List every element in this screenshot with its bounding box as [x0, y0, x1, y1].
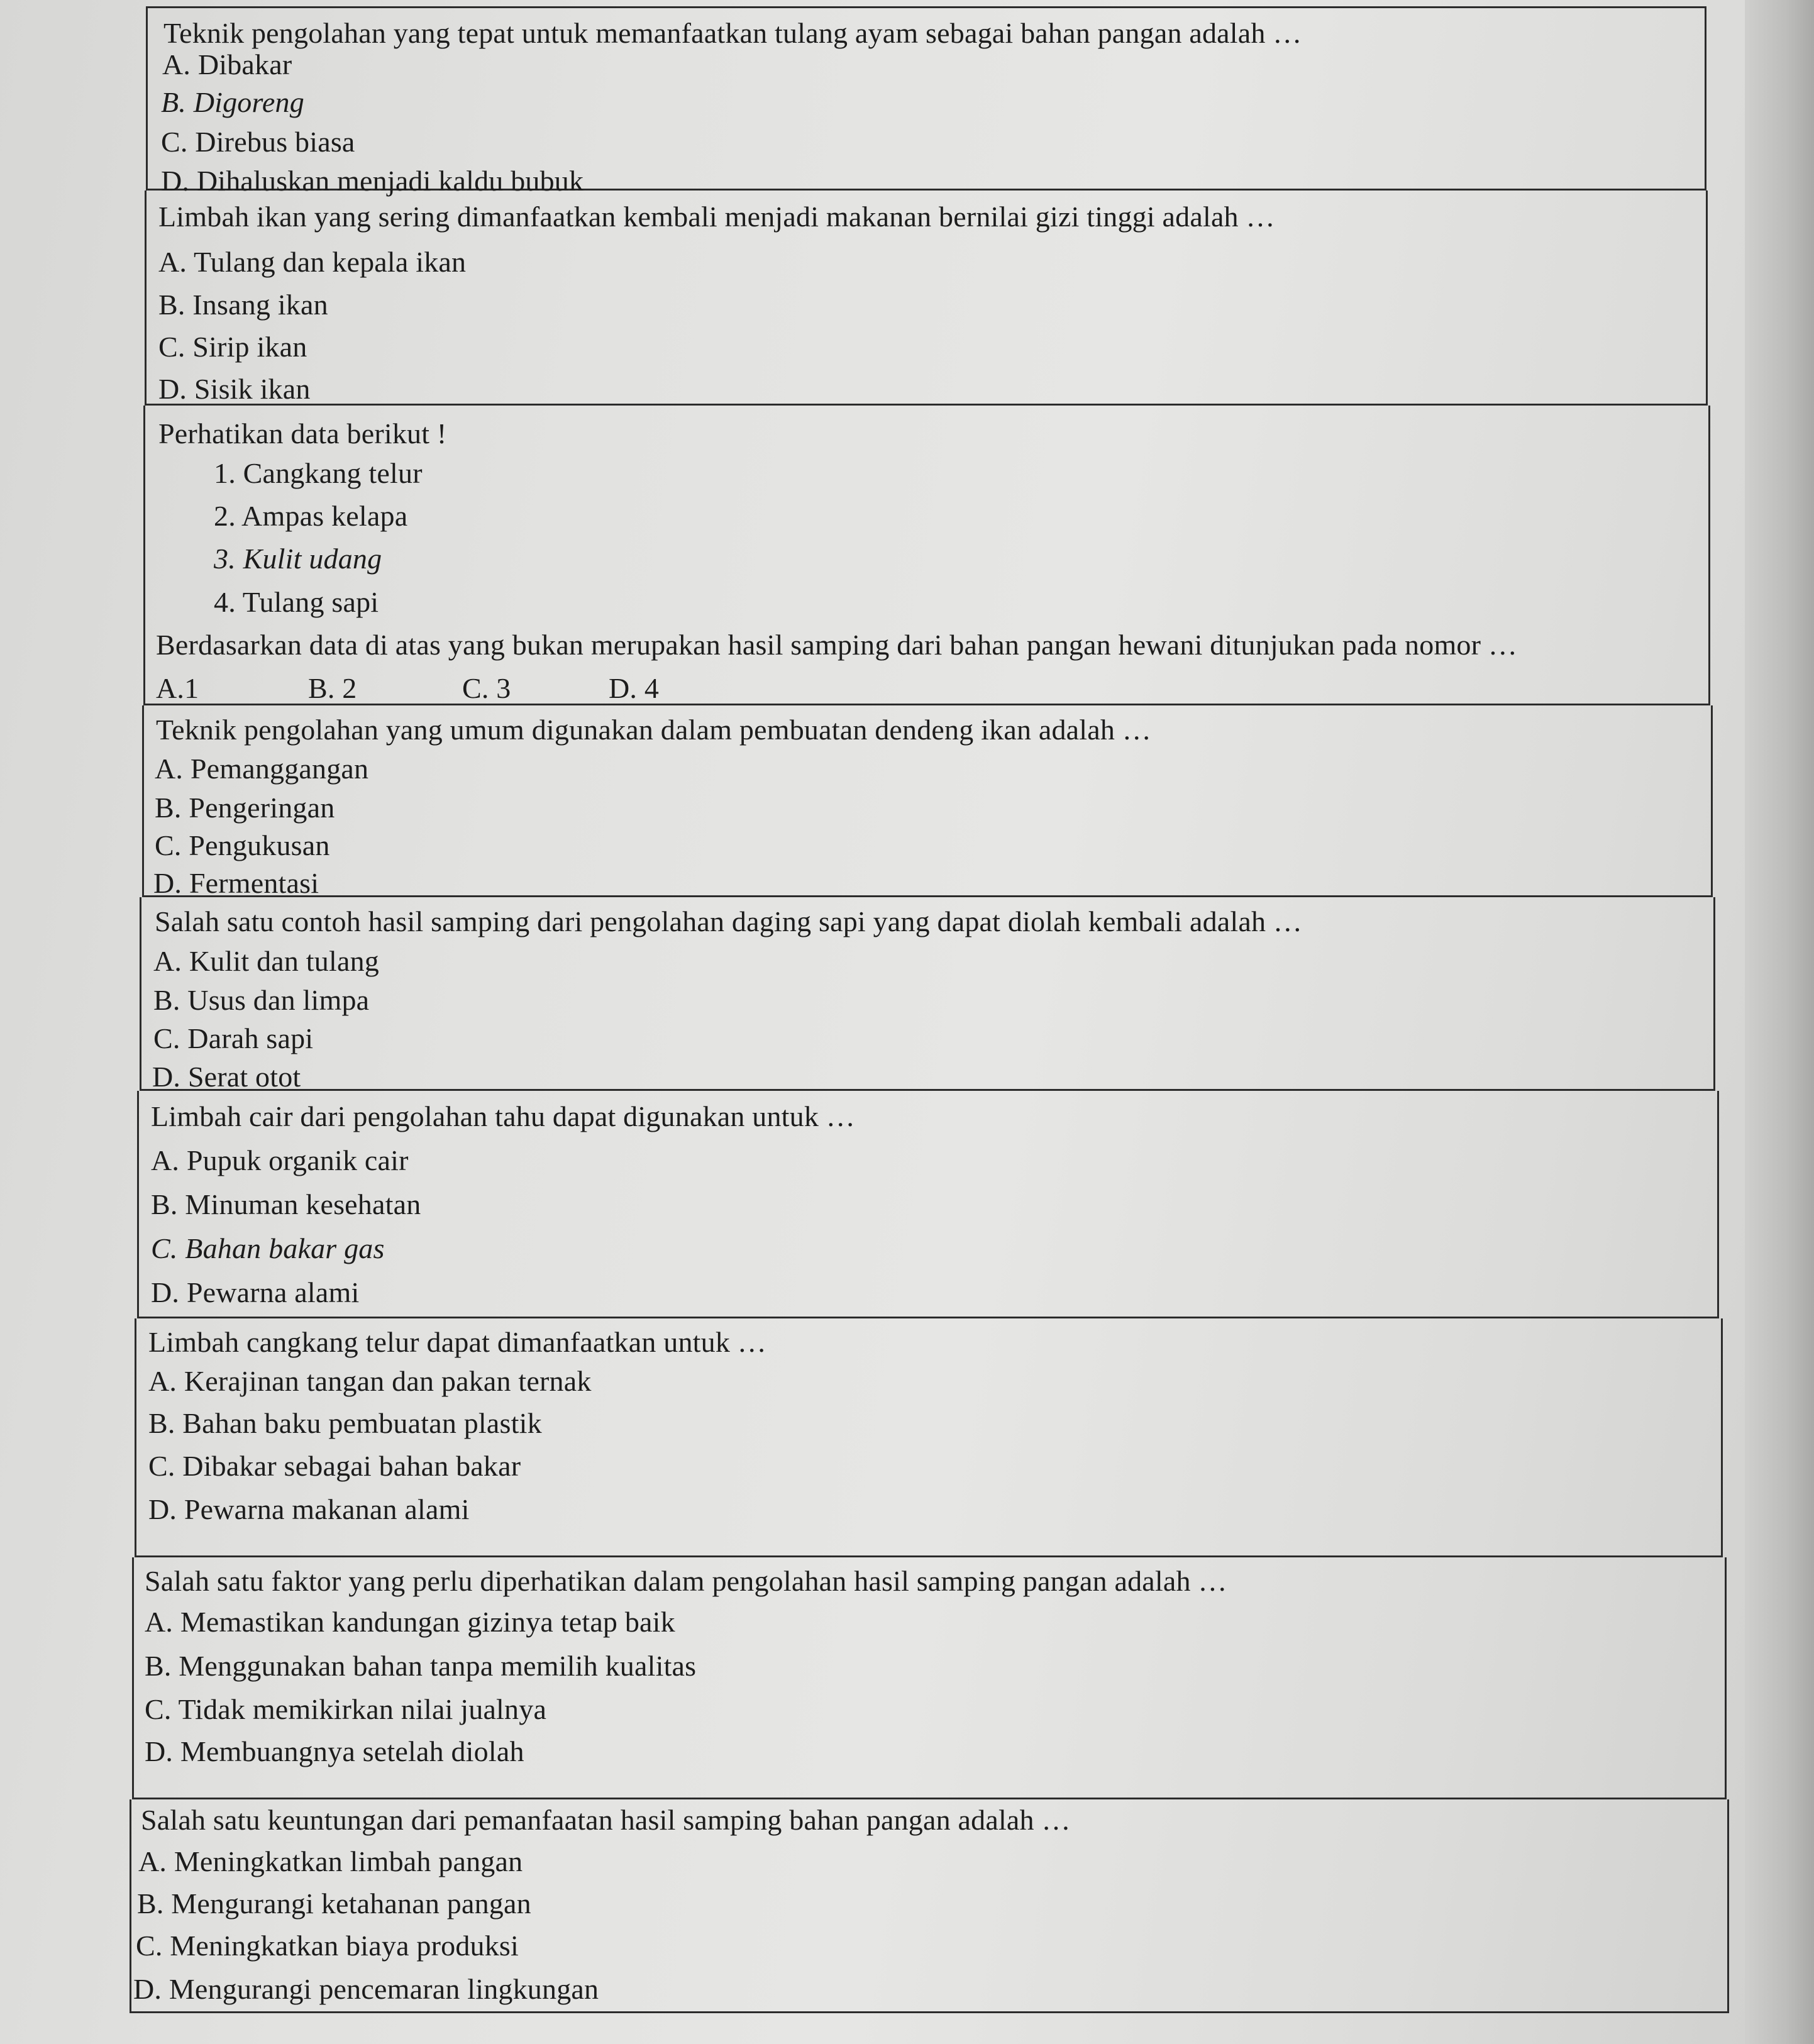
question-9-option-c: C. Meningkatkan biaya produksi: [136, 1930, 519, 1962]
question-7-option-d: D. Pewarna makanan alami: [148, 1493, 470, 1525]
question-5-option-a: A. Kulit dan tulang: [153, 945, 379, 977]
question-1-option-d: D. Dihaluskan menjadi kaldu bubuk: [161, 165, 584, 197]
question-3-item-4: 4. Tulang sapi: [214, 586, 379, 618]
question-4-option-b: B. Pengeringan: [155, 792, 335, 824]
question-2-option-c: C. Sirip ikan: [158, 331, 307, 363]
question-3-option-b: B. 2: [308, 672, 357, 704]
question-8-option-a: A. Memastikan kandungan gizinya tetap baik: [145, 1606, 675, 1638]
question-3-option-a: A.1: [156, 672, 199, 704]
question-1-option-b: B. Digoreng: [161, 86, 304, 118]
question-9-option-d: D. Mengurangi pencemaran lingkungan: [133, 1973, 599, 2005]
question-2-option-a: A. Tulang dan kepala ikan: [158, 246, 467, 278]
question-5-option-d: D. Serat otot: [152, 1061, 301, 1093]
question-6-option-b: B. Minuman kesehatan: [151, 1188, 421, 1220]
question-9-option-a: A. Meningkatkan limbah pangan: [138, 1845, 523, 1877]
question-8-stem: Salah satu faktor yang perlu diperhatikan dalam pengolahan hasil samping pangan adalah …: [145, 1565, 1227, 1597]
question-3-option-d: D. 4: [609, 672, 660, 704]
question-7-option-c: C. Dibakar sebagai bahan bakar: [148, 1450, 521, 1482]
question-3-item-3: 3. Kulit udang: [214, 543, 382, 575]
question-7-option-a: A. Kerajinan tangan dan pakan ternak: [148, 1365, 592, 1397]
question-1-stem: Teknik pengolahan yang tepat untuk memanfaatkan tulang ayam sebagai bahan pangan adalah …: [163, 17, 1302, 49]
question-9-option-b: B. Mengurangi ketahanan pangan: [137, 1887, 531, 1920]
question-6-option-d: D. Pewarna alami: [151, 1276, 360, 1308]
question-3-stem: Berdasarkan data di atas yang bukan merupakan hasil samping dari bahan pangan hewani ditunjukan pada nomor …: [156, 629, 1518, 661]
question-2-stem: Limbah ikan yang sering dimanfaatkan kembali menjadi makanan bernilai gizi tinggi adalah …: [158, 201, 1275, 233]
question-4-option-d: D. Fermentasi: [153, 867, 319, 899]
question-5-option-c: C. Darah sapi: [153, 1022, 314, 1054]
question-5-option-b: B. Usus dan limpa: [153, 984, 370, 1016]
question-9-stem: Salah satu keuntungan dari pemanfaatan hasil samping bahan pangan adalah …: [141, 1804, 1071, 1836]
question-8-option-d: D. Membuangnya setelah diolah: [145, 1735, 524, 1767]
question-7-option-b: B. Bahan baku pembuatan plastik: [148, 1407, 542, 1439]
question-6-option-a: A. Pupuk organik cair: [151, 1144, 409, 1176]
question-3-intro: Perhatikan data berikut !: [158, 417, 447, 450]
question-6-option-c: C. Bahan bakar gas: [151, 1232, 385, 1264]
question-3-item-1: 1. Cangkang telur: [214, 457, 423, 489]
question-1-option-a: A. Dibakar: [162, 48, 292, 80]
question-4-stem: Teknik pengolahan yang umum digunakan dalam pembuatan dendeng ikan adalah …: [156, 714, 1151, 746]
question-7-stem: Limbah cangkang telur dapat dimanfaatkan untuk …: [148, 1326, 766, 1358]
question-3-option-c: C. 3: [462, 672, 511, 704]
question-4-option-a: A. Pemanggangan: [155, 753, 369, 785]
question-5-stem: Salah satu contoh hasil samping dari pengolahan daging sapi yang dapat diolah kembali adalah …: [155, 905, 1303, 937]
question-1-option-c: C. Direbus biasa: [161, 126, 355, 158]
question-2-option-d: D. Sisik ikan: [158, 373, 311, 405]
question-8-option-c: C. Tidak memikirkan nilai jualnya: [145, 1693, 547, 1725]
question-8-option-b: B. Menggunakan bahan tanpa memilih kualitas: [145, 1650, 697, 1682]
question-6-stem: Limbah cair dari pengolahan tahu dapat digunakan untuk …: [151, 1100, 855, 1132]
question-3-item-2: 2. Ampas kelapa: [214, 500, 408, 532]
question-2-option-b: B. Insang ikan: [158, 289, 328, 321]
question-4-option-c: C. Pengukusan: [155, 829, 330, 861]
